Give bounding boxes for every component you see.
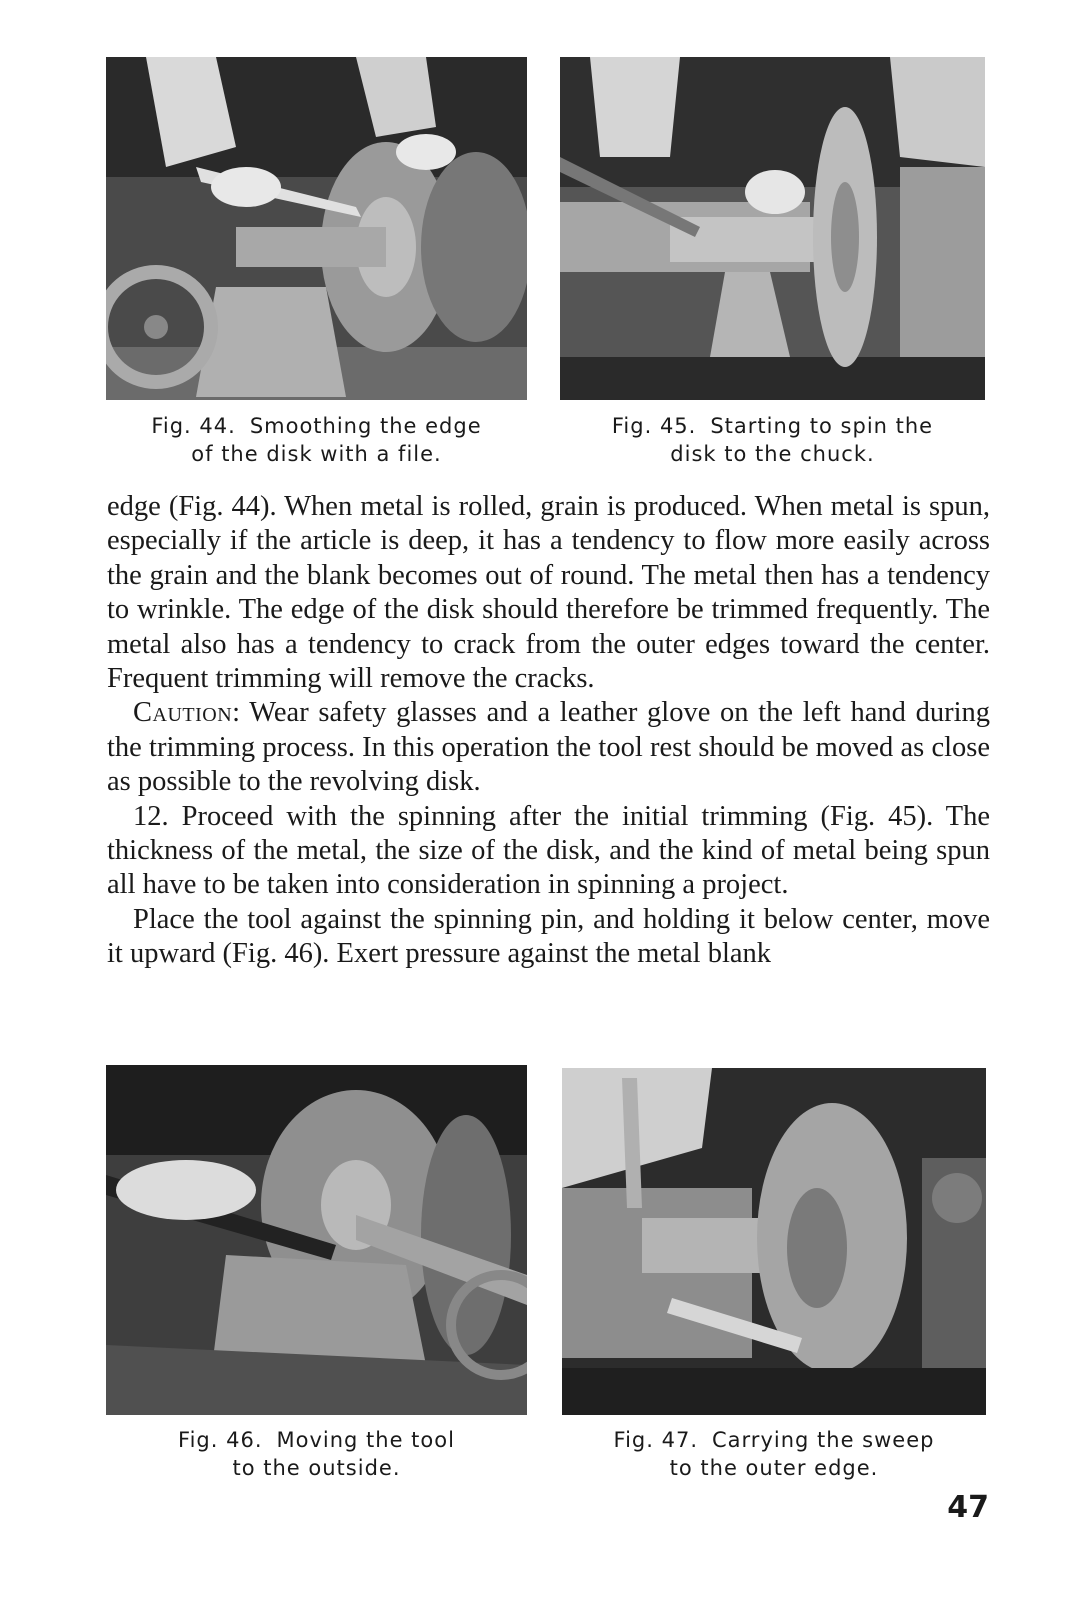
figure-44-number: Fig. 44.: [151, 414, 236, 438]
figure-46-caption-line1: Moving the tool: [276, 1428, 455, 1452]
figure-47-number: Fig. 47.: [613, 1428, 699, 1452]
paragraph-1: edge (Fig. 44). When metal is rolled, grain is produced. When metal is spun, especially if the article is deep, it has a tendency to flow more easily across the grain and the blank becomes out of round. The metal then has a tendency to wrinkle. The edge of the disk should therefore be trimmed frequently. The metal also has a tendency to crack from the outer edges toward the center. Frequent trimming will remove the cracks.: [107, 491, 990, 695]
figure-44-caption: [106, 412, 527, 468]
paragraph-3: 12. Proceed with the spinning after the initial trimming (Fig. 45). The thickness of the metal, the size of the disk, and the kind of metal being spun all have to be taken into consideration in spinning a project.: [107, 800, 990, 901]
page-number: 47: [947, 1490, 989, 1525]
figure-46-caption: [106, 1426, 527, 1482]
figure-46-number: Fig. 46.: [178, 1428, 263, 1452]
figure-44-caption-line2: of the disk with a file.: [191, 442, 442, 466]
figure-47-caption-line1: Carrying the sweep: [712, 1428, 935, 1452]
figure-46-caption-line2: to the outside.: [232, 1456, 401, 1480]
body-text: [107, 490, 990, 972]
figure-46-photo: [106, 1065, 527, 1415]
paragraph-4: Place the tool against the spinning pin, and holding it below center, move it upward (Fig. 46). Exert pressure against the metal blank: [107, 903, 990, 970]
figure-45-number: Fig. 45.: [611, 414, 697, 438]
paragraph-2: [107, 696, 990, 799]
caution-label: Caution: [133, 697, 233, 729]
figure-45-photo: [560, 57, 985, 400]
figure-45-caption-line2: disk to the chuck.: [670, 442, 875, 466]
figure-44-photo: [106, 57, 527, 400]
figure-44-caption-line1: Smoothing the edge: [249, 414, 482, 438]
figure-47-caption: [562, 1426, 986, 1482]
figure-45-caption: [560, 412, 985, 468]
figure-47-photo: [562, 1068, 986, 1415]
figure-45-caption-line1: Starting to spin the: [710, 414, 934, 438]
figure-47-caption-line2: to the outer edge.: [669, 1456, 879, 1480]
paragraph-2-text: : Wear safety glasses and a leather glove on the left hand during the trimming process. In this operation the tool rest should be moved as close as possible to the revolving disk.: [107, 697, 990, 798]
